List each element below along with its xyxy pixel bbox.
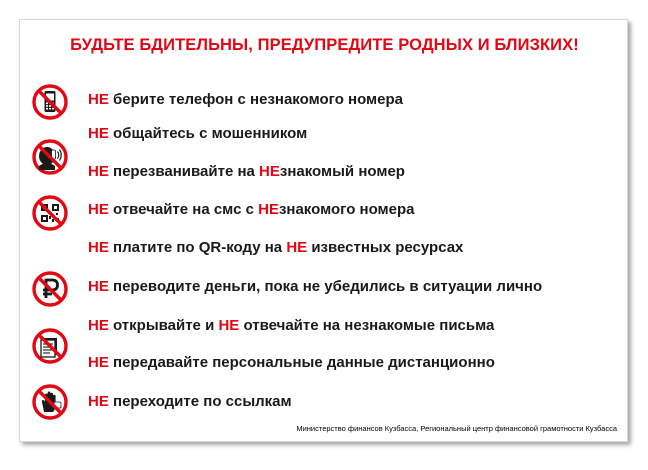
rule-item — [88, 91, 403, 108]
rule-text: отвечайте на смс с — [108, 201, 259, 218]
rule-text: знакомого номера — [278, 201, 415, 218]
rule-item — [88, 163, 405, 180]
rule-text: отвечайте на незнакомые письма — [239, 317, 495, 334]
rule-item — [88, 317, 494, 334]
rule-text: знакомый номер — [279, 163, 405, 180]
ne-highlight: НЕ — [218, 317, 240, 334]
ne-highlight: НЕ — [88, 354, 109, 371]
rule-text: известных ресурсах — [307, 239, 464, 256]
rule-text: берите телефон с незнакомого номера — [108, 91, 403, 108]
no-letters-icon — [32, 328, 68, 364]
ne-highlight: НЕ — [88, 317, 109, 334]
rule-text: переходите по ссылкам — [108, 393, 292, 410]
ne-highlight: НЕ — [286, 239, 308, 256]
ne-highlight: НЕ — [88, 163, 109, 180]
rule-item — [88, 125, 307, 142]
rule-item — [88, 278, 542, 295]
footer-credit: Министерство финансов Кузбасса, Региональный центр финансовой грамотности Кузбасса — [296, 424, 617, 433]
rule-text: общайтесь с мошенником — [108, 125, 308, 142]
no-ruble-icon — [32, 271, 68, 307]
rule-item — [88, 393, 292, 410]
rule-text: переводите деньги, пока не убедились в ситуации лично — [108, 278, 543, 295]
rule-text: перезванивайте на — [108, 163, 260, 180]
rule-item — [88, 354, 495, 371]
poster-title: БУДЬТЕ БДИТЕЛЬНЫ, ПРЕДУПРЕДИТЕ РОДНЫХ И БЛИЗКИХ! — [70, 36, 579, 54]
no-phone-icon — [32, 84, 68, 120]
no-click-icon — [32, 384, 68, 420]
ne-highlight: НЕ — [88, 278, 109, 295]
ne-highlight: НЕ — [259, 163, 280, 180]
poster — [19, 19, 628, 442]
ne-highlight: НЕ — [88, 125, 109, 142]
ne-highlight: НЕ — [258, 201, 279, 218]
ne-highlight: НЕ — [88, 239, 109, 256]
ne-highlight: НЕ — [88, 393, 109, 410]
rule-item — [88, 201, 415, 218]
rule-text: открывайте и — [108, 317, 219, 334]
no-call-icon — [32, 139, 68, 175]
no-qr-code-icon — [32, 195, 68, 231]
rule-text: передавайте персональные данные дистанционно — [108, 354, 495, 371]
rule-text: платите по QR-коду на — [108, 239, 287, 256]
rule-item — [88, 239, 463, 256]
ne-highlight: НЕ — [88, 91, 109, 108]
ne-highlight: НЕ — [88, 201, 109, 218]
